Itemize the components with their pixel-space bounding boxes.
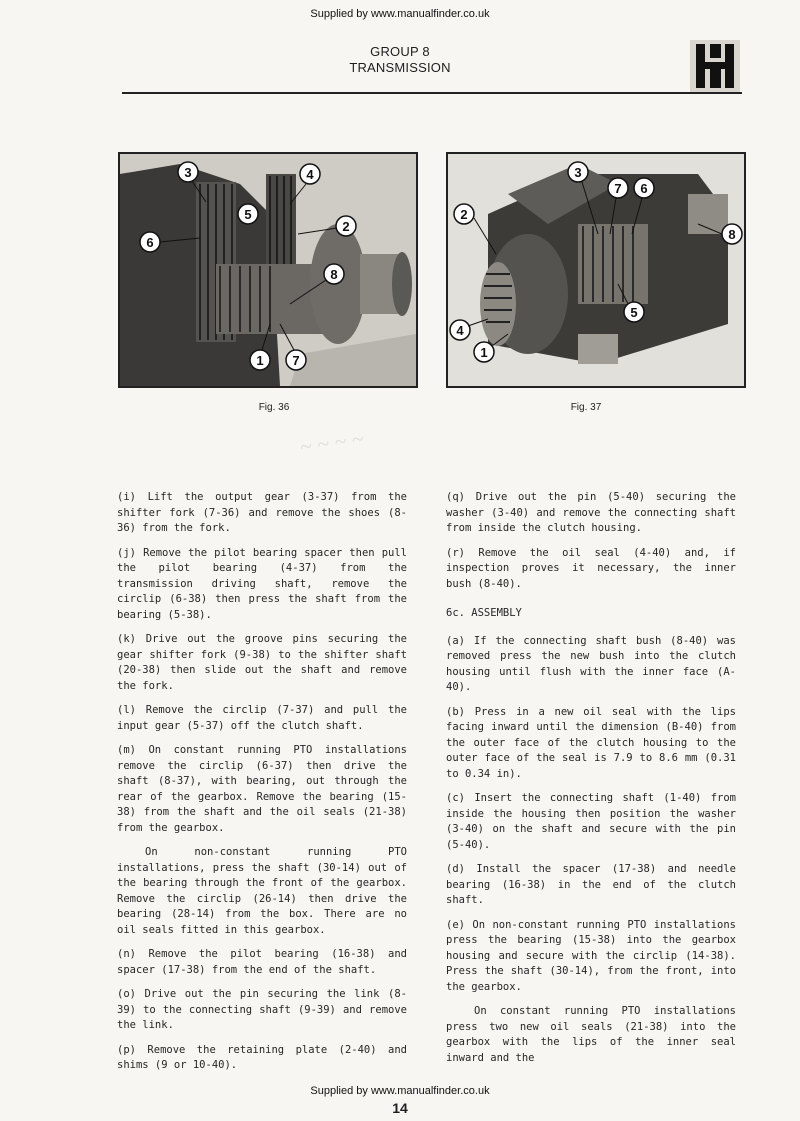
callout-36-3: 3: [184, 165, 192, 180]
step-k: (k) Drive out the groove pins securing the gear shifter fork (9-38) to the shifter shaft (20-38) then slide out the shaft and remove the fork.: [117, 633, 407, 692]
step-j: (j) Remove the pilot bearing spacer then pull the pilot bearing (4-37) from the transmission driving shaft, remove the circlip (6-38) then press the shaft from the bearing (5-38).: [117, 546, 407, 621]
assembly-step-c: (c) Insert the connecting shaft (1-40) from inside the housing then position the washer (3-40) on the shaft and secure with the pin (5-40).: [446, 792, 736, 851]
right-text-column: [446, 490, 736, 1075]
callout-36-5: 5: [244, 207, 252, 222]
callout-37-8: 8: [728, 227, 736, 242]
figure-36-photo: [118, 152, 418, 388]
gearbox-photo-36: [120, 154, 416, 386]
callout-36-7: 7: [292, 353, 300, 368]
callout-36-8: 8: [330, 267, 338, 282]
figure-37-photo: [446, 152, 746, 388]
figure-36-caption: Fig. 36: [258, 402, 290, 413]
assembly-step-e-continued: On constant running PTO installations press two new oil seals (21-38) into the gearbox with the lips of the inner seal inward and the: [446, 1005, 736, 1064]
callout-37-7: 7: [614, 181, 622, 196]
step-o: (o) Drive out the pin securing the link (8-39) to the connecting shaft (9-39) and remove the link.: [117, 988, 407, 1031]
callout-36-6: 6: [146, 235, 154, 250]
step-q: (q) Drive out the pin (5-40) securing the washer (3-40) and remove the connecting shaft from inside the clutch housing.: [446, 491, 736, 534]
step-r: (r) Remove the oil seal (4-40) and, if inspection proves it necessary, the inner bush (8-40).: [446, 546, 736, 590]
callout-37-6: 6: [640, 181, 648, 196]
step-i: (i) Lift the output gear (3-37) from the shifter fork (7-36) and remove the shoes (8-36) from the fork.: [117, 491, 407, 534]
step-m-continued: On non-constant running PTO installations, press the shaft (30-14) out of the bearing through the front of the gearbox. Remove the circlip (26-14) then drive the bearing (28-14) from the box. There are no oil seals fitted in this gearbox.: [117, 846, 407, 936]
figure-37-caption: Fig. 37: [570, 402, 602, 413]
callout-37-3: 3: [574, 165, 582, 180]
supplied-by-bottom: Supplied by www.manualfinder.co.uk: [310, 1085, 490, 1097]
callout-36-2: 2: [342, 219, 350, 234]
step-l: (l) Remove the circlip (7-37) and pull the input gear (5-37) off the clutch shaft.: [117, 704, 407, 732]
callout-36-1: 1: [256, 353, 264, 368]
step-m: (m) On constant running PTO installations remove the circlip (6-37) then drive the shaft (8-37), with bearing, out through the rear of the gearbox. Remove the bearing (15-38) from the shaft and the oil seals (21-38) from the gearbox.: [117, 744, 407, 834]
assembly-heading: 6c. ASSEMBLY: [446, 607, 522, 619]
ih-logo: [690, 40, 740, 92]
callout-37-1: 1: [480, 345, 488, 360]
assembly-step-d: (d) Install the spacer (17-38) and needle bearing (16-38) in the end of the clutch shaft.: [446, 863, 736, 906]
step-n: (n) Remove the pilot bearing (16-38) and spacer (17-38) from the end of the shaft.: [117, 948, 407, 976]
supplied-by-top: Supplied by www.manualfinder.co.uk: [310, 8, 490, 20]
page-number: 14: [392, 1100, 408, 1116]
callout-37-5: 5: [630, 305, 638, 320]
assembly-step-e: (e) On non-constant running PTO installations press the bearing (15-38) into the gearbox housing and secure with the circlip (14-38). Press the shaft (30-14), from the front, into the gearbox.: [446, 918, 736, 993]
group-title: GROUP 8: [370, 44, 430, 59]
callout-37-4: 4: [456, 323, 464, 338]
page-header: [300, 44, 500, 76]
section-title: TRANSMISSION: [349, 60, 451, 75]
gearbox-photo-37: [448, 154, 744, 386]
callout-36-4: 4: [306, 167, 314, 182]
callout-37-2: 2: [460, 207, 468, 222]
bleed-through-marks: ~ ~ ~ ~: [298, 425, 366, 460]
step-p: (p) Remove the retaining plate (2-40) and shims (9 or 10-40).: [117, 1043, 407, 1071]
left-text-column: [117, 490, 407, 1083]
assembly-step-b: (b) Press in a new oil seal with the lips facing inward until the dimension (B-40) from the outer face of the clutch housing to the outer face of the seal is 7.9 to 8.6 mm (0.31 to 0.34 in).: [446, 705, 736, 780]
header-rule: [122, 92, 742, 94]
assembly-step-a: (a) If the connecting shaft bush (8-40) was removed press the new bush into the clutch housing until flush with the inner face (A-40).: [446, 634, 736, 693]
